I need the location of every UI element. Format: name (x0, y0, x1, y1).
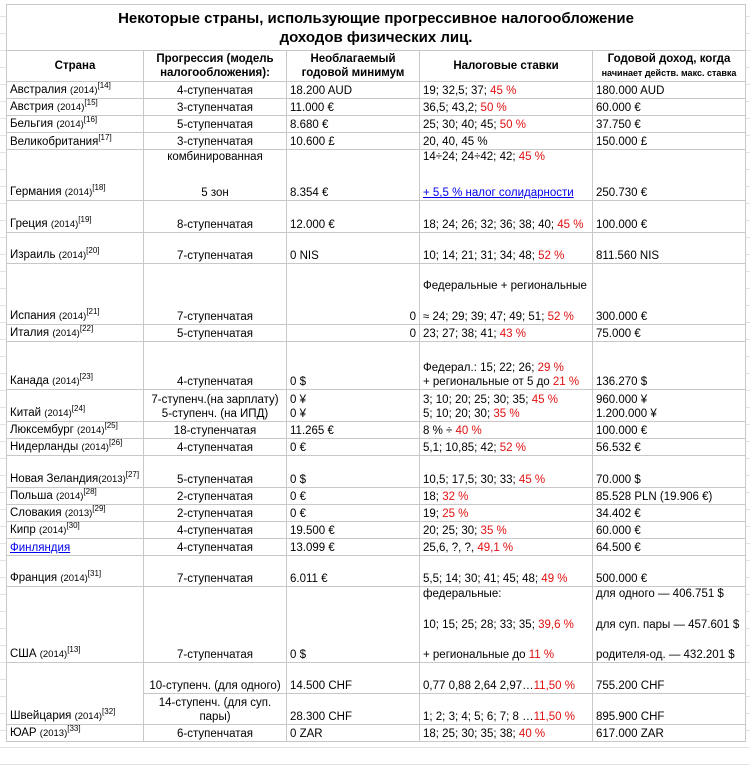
footnote-ref: [26] (108, 438, 123, 448)
table-row (7, 456, 746, 488)
country-cell (7, 488, 144, 505)
table-row (7, 488, 746, 505)
income-cell: 617.000 ZAR (593, 725, 746, 742)
rates-text-2: 5; 10; 20; 30; (423, 408, 494, 420)
finland-link[interactable]: Финляндия (10, 542, 71, 554)
footnote-ref: [33] (67, 724, 81, 734)
table-row (7, 390, 746, 422)
minimum-cell: 8.680 € (287, 116, 420, 133)
max-rate-regional: 11 % (528, 649, 555, 661)
rates-cell (420, 587, 593, 663)
table-row (7, 539, 746, 556)
solidarity-tax-link[interactable]: + 5,5 % налог солидарности (423, 187, 574, 199)
tax-table (6, 4, 746, 742)
country-name: Бельгия (10, 118, 54, 130)
country-cell (7, 422, 144, 439)
country-year: (2014) (58, 311, 87, 322)
minimum-cell: 14.500 CHF (287, 663, 420, 694)
country-year: (2014) (56, 119, 84, 130)
table-row (7, 556, 746, 587)
progression-cell: 10-ступенч. (для одного) (144, 663, 287, 694)
table-row (7, 116, 746, 133)
income-cell: 811.560 NIS (593, 233, 746, 264)
progression-line-2: 5-ступенч. (на ИПД) (161, 408, 269, 420)
rates-cell (420, 150, 593, 201)
income-cell: 100.000 € (593, 422, 746, 439)
country-year: (2014) (74, 711, 103, 722)
minimum-cell: 0 (287, 325, 420, 342)
rates-cell (420, 390, 593, 422)
rates-text: Федерал.: 15; 22; 26; (423, 362, 538, 374)
footnote-ref: [23] (79, 372, 93, 382)
country-name: Испания (10, 310, 56, 322)
footnote-ref: [21] (86, 307, 100, 317)
income-cell: 300.000 € (593, 264, 746, 325)
max-rate: 49 % (541, 573, 568, 585)
rates-cell: 20, 40, 45 % (420, 133, 593, 150)
rates-cell (420, 264, 593, 325)
country-cell (7, 390, 144, 422)
rates-text: 25,6, ?, ?, (423, 542, 478, 554)
table-row (7, 522, 746, 539)
header-minimum-line-2: годовой минимум (301, 67, 405, 79)
progression-cell: 5-ступенчатая (144, 456, 287, 488)
footnote-ref: [15] (84, 98, 98, 108)
income-cell: 70.000 $ (593, 456, 746, 488)
minimum-cell: 28.300 CHF (287, 694, 420, 725)
minimum-cell: 11.000 € (287, 99, 420, 116)
progression-cell: 7-ступенчатая (144, 556, 287, 587)
table-row (7, 82, 746, 99)
country-year: (2014) (50, 219, 79, 230)
table-row (7, 439, 746, 456)
footnote-ref: [29] (92, 504, 106, 514)
header-row (7, 51, 746, 82)
income-cell: 150.000 £ (593, 133, 746, 150)
max-rate: 52 % (547, 311, 574, 323)
country-year: (2014) (70, 85, 98, 96)
minimum-cell: 19.500 € (287, 522, 420, 539)
footnote-ref: [24] (71, 404, 86, 414)
progression-cell: 5-ступенчатая (144, 116, 287, 133)
max-rate: 40 % (455, 425, 482, 437)
header-income (593, 51, 746, 82)
country-name: ЮАР (10, 727, 37, 739)
minimum-line-1: 0 ¥ (290, 394, 306, 406)
country-cell (7, 99, 144, 116)
rates-text: 20; 25; 30; (423, 525, 481, 537)
income-cell: 755.200 CHF (593, 663, 746, 694)
progression-cell: 2-ступенчатая (144, 488, 287, 505)
income-cell: 64.500 € (593, 539, 746, 556)
rates-text: 10,5; 17,5; 30; 33; (423, 474, 519, 486)
table-title (7, 5, 746, 51)
progression-cell: 18-ступенчатая (144, 422, 287, 439)
country-name: Австралия (10, 84, 67, 96)
footnote-ref: [20] (86, 246, 100, 256)
rates-cell (420, 456, 593, 488)
income-cell: 75.000 € (593, 325, 746, 342)
rates-text: ≈ 24; 29; 39; 47; 49; 51; (423, 311, 548, 323)
country-year: (2013) (98, 474, 126, 485)
rates-top: Федеральные + региональные (423, 280, 587, 292)
rates-text: 5,1; 10,85; 42; (423, 442, 500, 454)
footnote-ref: [30] (66, 521, 80, 531)
progression-line-1: 7-ступенч.(на зарплату) (151, 394, 279, 406)
rates-cell (420, 99, 593, 116)
table-row (7, 505, 746, 522)
footnote-ref: [18] (92, 183, 106, 193)
minimum-cell: 8.354 € (287, 150, 420, 201)
table-row (7, 264, 746, 325)
country-name: Словакия (10, 507, 62, 519)
country-name: Люксембург (10, 424, 74, 436)
minimum-cell: 0 $ (287, 587, 420, 663)
rates-cell (420, 325, 593, 342)
minimum-cell: 0 € (287, 488, 420, 505)
progression-cell (144, 150, 287, 201)
country-cell (7, 150, 144, 201)
country-cell (7, 505, 144, 522)
country-name: Германия (10, 186, 62, 198)
rates-text: 23; 27; 38; 41; (423, 328, 500, 340)
country-year: (2013) (39, 728, 68, 739)
country-year: (2014) (60, 573, 88, 584)
max-rate-regional: 21 % (552, 376, 580, 388)
minimum-cell: 0 € (287, 439, 420, 456)
progression-bottom: 5 зон (201, 187, 229, 199)
rates-cell (420, 82, 593, 99)
minimum-cell: 0 $ (287, 342, 420, 390)
progression-cell: 4-ступенчатая (144, 522, 287, 539)
country-name: Великобритания (10, 136, 99, 148)
table-row (7, 150, 746, 201)
income-cell (593, 390, 746, 422)
income-cell: 180.000 AUD (593, 82, 746, 99)
country-cell (7, 82, 144, 99)
rates-text: 5,5; 14; 30; 41; 45; 48; (423, 573, 542, 585)
progression-cell: 8-ступенчатая (144, 201, 287, 233)
rates-text: 3; 10; 20; 25; 30; 35; (423, 394, 532, 406)
footnote-ref: [25] (104, 421, 118, 431)
country-cell (7, 456, 144, 488)
header-progression-line-2: налогообложения): (160, 67, 270, 79)
footnote-ref: [19] (78, 215, 92, 225)
max-rate: 50 % (499, 119, 526, 131)
country-year: (2014) (38, 525, 67, 536)
country-name: Италия (10, 327, 50, 339)
table-row (7, 663, 746, 694)
rates-cell (420, 505, 593, 522)
income-cell: 60.000 € (593, 522, 746, 539)
progression-cell: 4-ступенчатая (144, 439, 287, 456)
country-cell (7, 264, 144, 325)
max-rate: 25 % (442, 508, 469, 520)
country-name: Франция (10, 572, 58, 584)
minimum-cell: 12.000 € (287, 201, 420, 233)
max-rate: 35 % (480, 525, 507, 537)
rates-text: 0,77 0,88 2,64 2,97… (423, 680, 534, 692)
country-name: Польша (10, 490, 53, 502)
rates-cell (420, 439, 593, 456)
income-line-2: 1.200.000 ¥ (596, 408, 657, 420)
table-row (7, 201, 746, 233)
country-cell (7, 663, 144, 725)
rates-cell (420, 725, 593, 742)
country-year: (2014) (52, 376, 80, 387)
rates-cell (420, 422, 593, 439)
rates-cell (420, 663, 593, 694)
country-cell (7, 539, 144, 556)
income-cell: 60.000 € (593, 99, 746, 116)
country-year: (2014) (55, 491, 84, 502)
table-row (7, 725, 746, 742)
max-rate: 29 % (537, 362, 564, 374)
footnote-ref: [13] (67, 645, 81, 655)
rates-cell (420, 694, 593, 725)
minimum-cell: 0 ZAR (287, 725, 420, 742)
rates-text: 1; 2; 3; 4; 5; 6; 7; 8 … (423, 711, 534, 723)
progression-cell: 5-ступенчатая (144, 325, 287, 342)
rates-text: 8 % ÷ (423, 425, 456, 437)
income-cell (593, 587, 746, 663)
income-cell: 500.000 € (593, 556, 746, 587)
income-cell: 136.270 $ (593, 342, 746, 390)
header-minimum (287, 51, 420, 82)
max-rate: 11,50 % (533, 711, 575, 723)
country-cell (7, 587, 144, 663)
max-rate: 40 % (518, 728, 546, 740)
table-row (7, 133, 746, 150)
max-rate: 45 % (531, 394, 558, 406)
country-year: (2014) (81, 442, 109, 453)
minimum-cell (287, 390, 420, 422)
country-name: Кипр (10, 524, 36, 536)
minimum-cell: 6.011 € (287, 556, 420, 587)
header-country: Страна (7, 51, 144, 82)
rates-text: 19; 32,5; 37; (423, 85, 491, 97)
max-rate: 32 % (442, 491, 469, 503)
minimum-cell: 0 € (287, 505, 420, 522)
income-cell: 250.730 € (593, 150, 746, 201)
minimum-cell: 0 (287, 264, 420, 325)
rates-cell (420, 539, 593, 556)
country-cell (7, 439, 144, 456)
country-cell (7, 556, 144, 587)
minimum-line-2: 0 ¥ (290, 408, 306, 420)
max-rate: 45 % (557, 219, 584, 231)
max-rate: 49,1 % (477, 542, 514, 554)
minimum-cell: 0 $ (287, 456, 420, 488)
rates-regional: + региональные от 5 до (423, 376, 553, 388)
rates-text: 18; (423, 491, 443, 503)
max-rate: 45 % (490, 85, 517, 97)
max-rate: 45 % (518, 474, 546, 486)
footnote-ref: [31] (87, 569, 102, 579)
country-year: (2014) (44, 408, 72, 419)
country-name: Австрия (10, 101, 54, 113)
header-progression-line-1: Прогрессия (модель (156, 53, 274, 65)
footnote-ref: [14] (97, 81, 111, 91)
country-cell (7, 325, 144, 342)
minimum-cell: 11.265 € (287, 422, 420, 439)
income-line-1: 960.000 ¥ (596, 394, 648, 406)
max-rate: 39,6 % (538, 618, 574, 631)
footnote-ref: [32] (102, 707, 116, 717)
header-rates: Налоговые ставки (420, 51, 593, 82)
income-cell: 56.532 € (593, 439, 746, 456)
country-name: США (10, 648, 37, 660)
header-progression (144, 51, 287, 82)
max-rate: 52 % (538, 250, 565, 262)
rates-cell (420, 556, 593, 587)
rates-cell (420, 201, 593, 233)
footnote-ref: [17] (98, 133, 112, 143)
progression-cell: 4-ступенчатая (144, 539, 287, 556)
rates-cell (420, 233, 593, 264)
country-year: (2014) (39, 649, 68, 660)
table-row (7, 422, 746, 439)
rates-text: 18; 24; 26; 32; 36; 38; 40; (423, 219, 558, 231)
minimum-cell: 18.200 AUD (287, 82, 420, 99)
rates-text: 10; 15; 25; 28; 33; 35; (423, 618, 539, 631)
rates-text: 25; 30; 40; 45; (423, 119, 500, 131)
country-name: Израиль (10, 249, 56, 261)
country-cell (7, 725, 144, 742)
country-year: (2014) (77, 425, 105, 436)
progression-cell: 4-ступенчатая (144, 342, 287, 390)
progression-cell: 2-ступенчатая (144, 505, 287, 522)
table-row (7, 325, 746, 342)
footnote-ref: [16] (83, 115, 98, 125)
footnote-ref: [22] (79, 324, 94, 334)
income-cell: 85.528 PLN (19.906 €) (593, 488, 746, 505)
title-line-2: доходов физических лиц. (279, 28, 473, 46)
country-year: (2013) (64, 508, 93, 519)
progression-cell: 3-ступенчатая (144, 133, 287, 150)
progression-cell: 6-ступенчатая (144, 725, 287, 742)
rates-text: 36,5; 43,2; (423, 102, 481, 114)
rates-text: 14÷24; 24÷42; 42; (423, 151, 519, 163)
progression-cell: 7-ступенчатая (144, 233, 287, 264)
country-cell (7, 342, 144, 390)
header-minimum-line-1: Необлагаемый (310, 53, 396, 65)
income-cell: 34.402 € (593, 505, 746, 522)
table-row (7, 99, 746, 116)
country-name: Нидерланды (10, 441, 79, 453)
rates-text: 18; 25; 30; 35; 38; (423, 728, 519, 740)
minimum-cell: 13.099 € (287, 539, 420, 556)
progression-cell (144, 390, 287, 422)
rates-text: 10; 14; 21; 31; 34; 48; (423, 250, 539, 262)
country-cell (7, 522, 144, 539)
income-cell: 895.900 CHF (593, 694, 746, 725)
progression-cell: 3-ступенчатая (144, 99, 287, 116)
country-cell (7, 133, 144, 150)
header-income-line-1: Годовой доход, когда (607, 53, 731, 65)
income-single: для одного — 406.751 $ (596, 588, 724, 600)
country-year: (2014) (58, 250, 87, 261)
rates-regional: + региональные до (423, 649, 529, 661)
income-single-parent: родителя-од. — 432.201 $ (596, 649, 735, 661)
progression-cell: 4-ступенчатая (144, 82, 287, 99)
country-cell (7, 116, 144, 133)
country-name: Новая Зеландия (10, 473, 99, 485)
rates-cell (420, 342, 593, 390)
progression-cell: 14-ступенч. (для суп. пары) (144, 694, 287, 725)
country-name: Канада (10, 375, 49, 387)
income-cell: 37.750 € (593, 116, 746, 133)
progression-top: комбинированная (167, 151, 263, 163)
rates-cell (420, 116, 593, 133)
country-name: Греция (10, 218, 48, 230)
footnote-ref: [27] (125, 470, 140, 480)
footnote-ref: [28] (83, 487, 97, 497)
country-year: (2014) (56, 102, 85, 113)
income-couple: для суп. пары — 457.601 $ (596, 618, 740, 631)
country-year: (2014) (52, 328, 80, 339)
rates-cell (420, 522, 593, 539)
table-row (7, 342, 746, 390)
header-income-note: начинает действ. макс. ставка (601, 68, 737, 78)
minimum-cell: 10.600 £ (287, 133, 420, 150)
progression-cell: 7-ступенчатая (144, 264, 287, 325)
max-rate-2: 35 % (493, 408, 520, 420)
income-cell: 100.000 € (593, 201, 746, 233)
rates-top: федеральные: (423, 588, 502, 600)
progression-cell: 7-ступенчатая (144, 587, 287, 663)
country-year: (2014) (64, 187, 93, 198)
country-name: Швейцария (10, 710, 72, 722)
country-cell (7, 233, 144, 264)
minimum-cell: 0 NIS (287, 233, 420, 264)
rates-cell (420, 488, 593, 505)
header-income-line-2 (596, 66, 742, 80)
max-rate: 52 % (499, 442, 526, 454)
title-line-1: Некоторые страны, использующие прогрессивное налогообложение (118, 9, 634, 27)
country-cell (7, 201, 144, 233)
rates-text: 19; (423, 508, 443, 520)
max-rate: 43 % (499, 328, 526, 340)
country-name: Китай (10, 407, 42, 419)
max-rate: 11,50 % (533, 680, 575, 692)
table-row (7, 587, 746, 663)
table-row (7, 233, 746, 264)
max-rate: 45 % (518, 151, 545, 163)
max-rate: 50 % (480, 102, 507, 114)
